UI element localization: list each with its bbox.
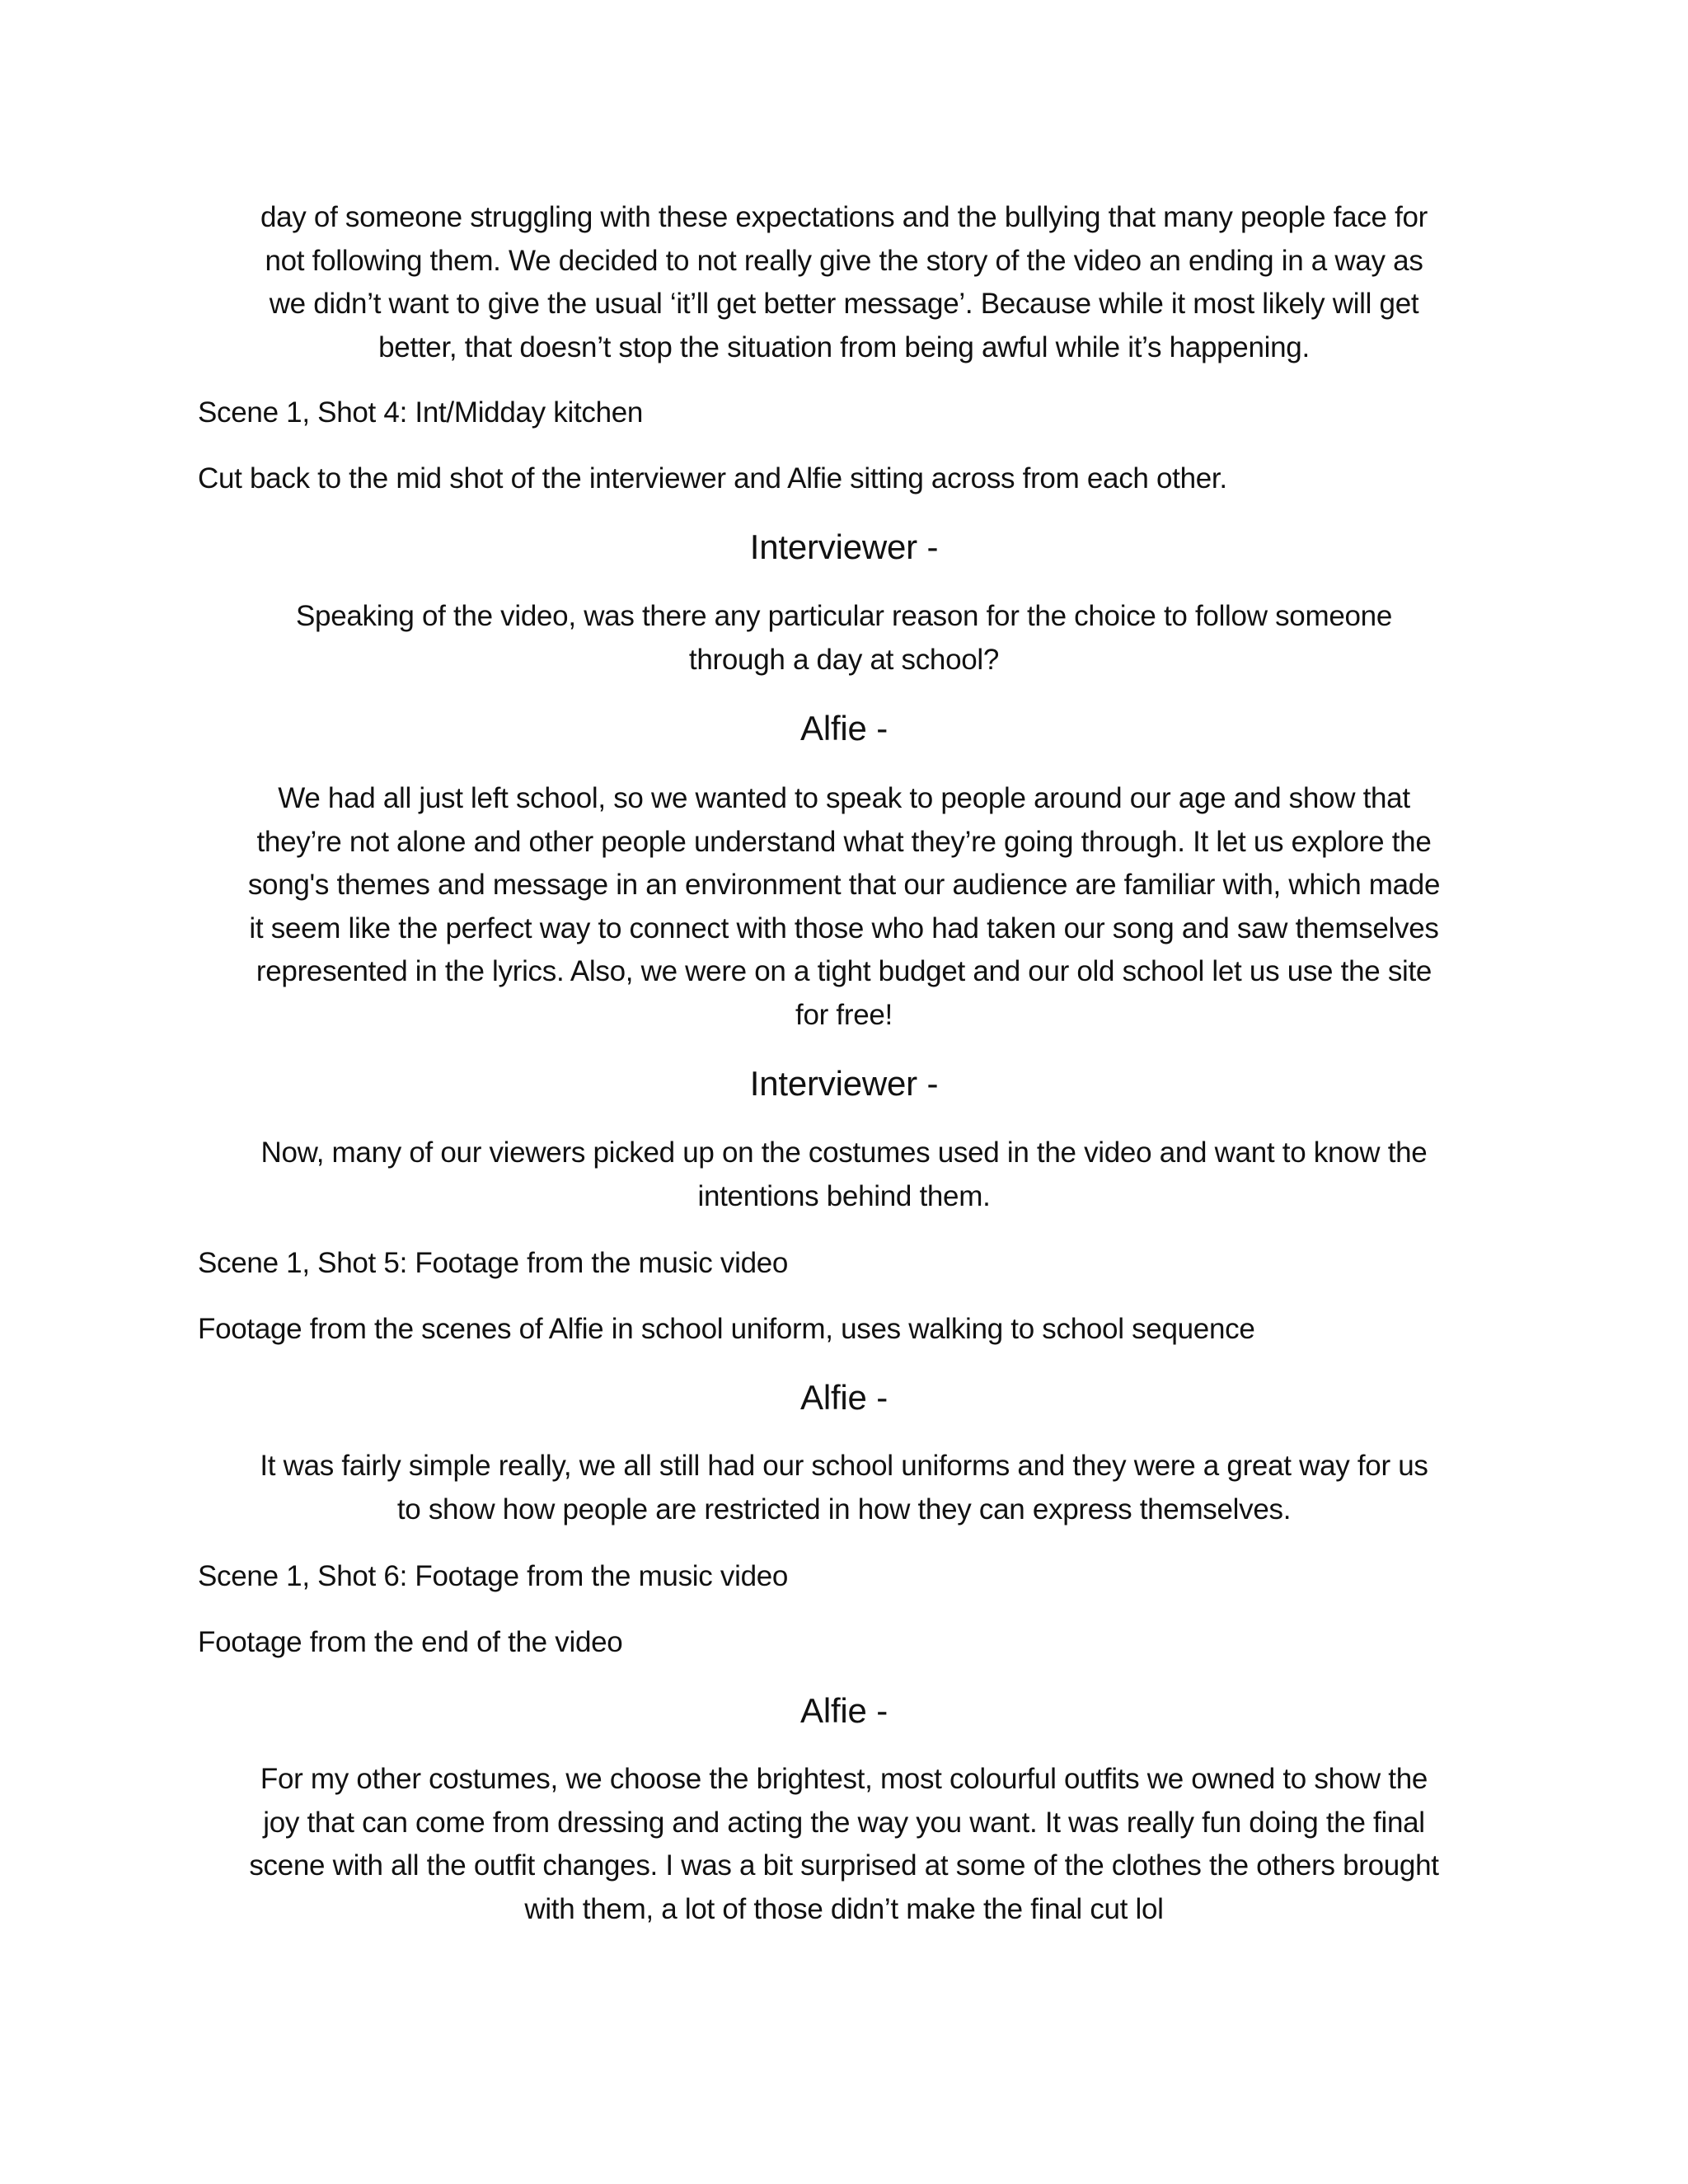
speaker-label: Alfie - — [800, 709, 888, 748]
dialogue-paragraph — [198, 1445, 1490, 1531]
text-line: we didn’t want to give the usual ‘it’ll get better message’. Because while it most likely will get — [269, 288, 1419, 320]
dialogue-paragraph — [198, 1132, 1490, 1218]
text-line: Footage from the scenes of Alfie in school uniform, uses walking to school sequence — [198, 1313, 1255, 1345]
text-line: they’re not alone and other people understand what they’re going through. It let us explore the — [256, 825, 1432, 858]
shot-direction — [198, 1308, 1490, 1352]
text-line: Speaking of the video, was there any particular reason for the choice to follow someone — [296, 600, 1392, 632]
text-line: For my other costumes, we choose the brightest, most colourful outfits we owned to show the — [260, 1763, 1428, 1795]
text-line: it seem like the perfect way to connect with those who had taken our song and saw themselves — [249, 912, 1439, 944]
speaker-label: Interviewer - — [749, 527, 939, 566]
text-line: day of someone struggling with these expectations and the bullying that many people face for — [260, 201, 1428, 233]
text-line: song's themes and message in an environment that our audience are familiar with, which made — [247, 869, 1441, 901]
speaker-label: Alfie - — [800, 1691, 888, 1730]
text-line: scene with all the outfit changes. I was a bit surprised at some of the clothes the others brought — [249, 1849, 1439, 1882]
shot-direction — [198, 457, 1490, 501]
text-line: Cut back to the mid shot of the interviewer and Alfie sitting across from each other. — [198, 462, 1227, 494]
dialogue-paragraph — [198, 595, 1490, 682]
shot-direction — [198, 1621, 1490, 1665]
text-line: represented in the lyrics. Also, we were on a tight budget and our old school let us use the site — [256, 955, 1432, 987]
text-line: with them, a lot of those didn’t make the final cut lol — [524, 1892, 1164, 1925]
text-line: Footage from the end of the video — [198, 1626, 623, 1658]
dialogue-paragraph — [198, 1758, 1490, 1931]
scene-heading — [198, 391, 1490, 435]
text-line: better, that doesn’t stop the situation from being awful while it’s happening. — [378, 330, 1310, 363]
text-line: not following them. We decided to not really give the story of the video an ending in a way as — [265, 244, 1423, 277]
text-line: We had all just left school, so we wanted to speak to people around our age and show that — [278, 782, 1410, 814]
text-line: It was fairly simple really, we all still had our school uniforms and they were a great way for us — [260, 1450, 1428, 1482]
text-line: for free! — [795, 998, 893, 1031]
dialogue-paragraph — [198, 777, 1490, 1037]
scene-heading — [198, 1242, 1490, 1286]
text-line: intentions behind them. — [697, 1179, 991, 1212]
scene-heading — [198, 1555, 1490, 1599]
text-line: to show how people are restricted in how they can express themselves. — [396, 1493, 1292, 1526]
speaker-label: Alfie - — [800, 1378, 888, 1417]
text-line: Now, many of our viewers picked up on the costumes used in the video and want to know the — [260, 1137, 1428, 1169]
text-line: Scene 1, Shot 6: Footage from the music video — [198, 1560, 789, 1592]
intro-paragraph — [198, 196, 1490, 369]
text-line: Scene 1, Shot 4: Int/Midday kitchen — [198, 396, 644, 429]
text-line: Scene 1, Shot 5: Footage from the music video — [198, 1247, 789, 1279]
text-line: through a day at school? — [688, 643, 1000, 676]
text-line: joy that can come from dressing and acting the way you want. It was really fun doing the final — [263, 1806, 1425, 1839]
speaker-label: Interviewer - — [749, 1064, 939, 1103]
